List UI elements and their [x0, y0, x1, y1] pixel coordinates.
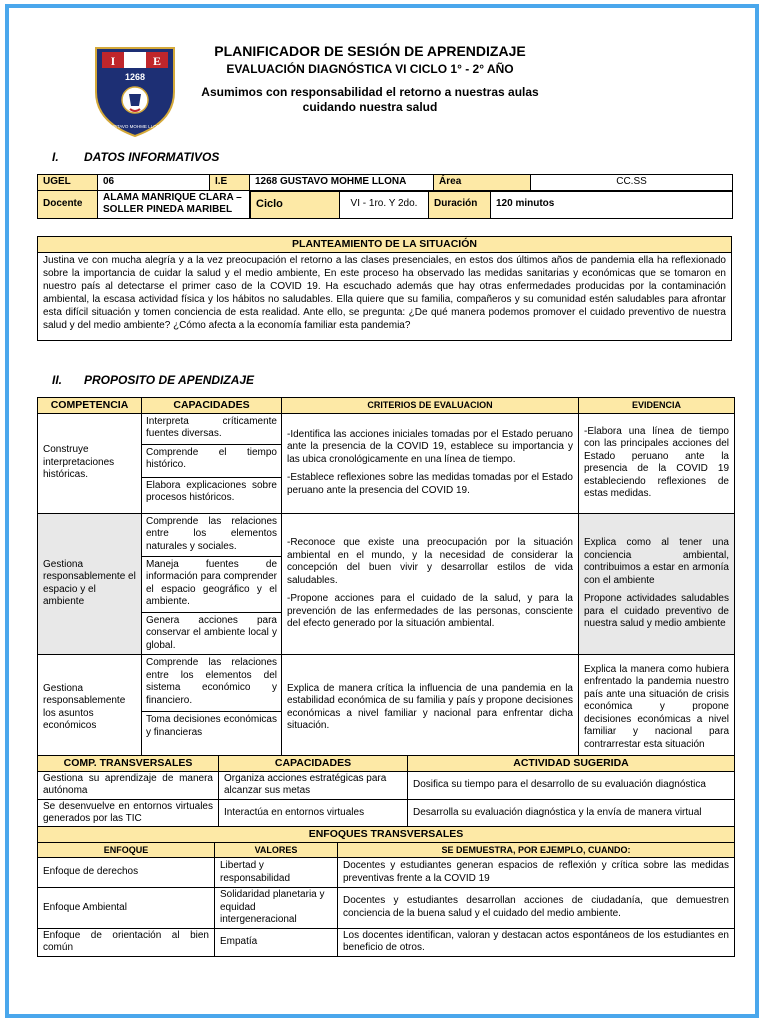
actividad-cell: Desarrolla su evaluación diagnóstica y la envía de manera virtual	[408, 799, 735, 827]
area-label: Área	[434, 175, 531, 191]
header-valores: VALORES	[215, 842, 338, 858]
header-demuestra: SE DEMUESTRA, POR EJEMPLO, CUANDO:	[338, 842, 735, 858]
evidencia-item: Explica la manera como hubiera enfrentado la pandemia nuestro país ante una situación de crisis económica y propone decisiones económicas a nivel familiar y nacional para contrarrestar esta situación	[584, 663, 729, 750]
enfoque-cell: Enfoque Ambiental	[38, 888, 215, 929]
header-capacidades: CAPACIDADES	[219, 756, 408, 772]
capacidad-item: Comprende las relaciones entre los elementos naturales y sociales.	[142, 514, 281, 557]
header-evidencia: EVIDENCIA	[579, 398, 735, 414]
capacidades-cell	[142, 655, 282, 761]
criterio-item: -Establece reflexiones sobre las medidas tomadas por el Estado peruano ante la presencia del COVID 19.	[287, 472, 573, 496]
section-number: II.	[52, 373, 63, 387]
enfoques-title: ENFOQUES TRANSVERSALES	[38, 827, 735, 843]
page-title: PLANIFICADOR DE SESIÓN DE APRENDIZAJE	[214, 43, 526, 59]
evidencia-item: Explica como al tener una conciencia ambiental, contribuimos a estar en armonía con el ambiente	[584, 537, 729, 586]
capacidad-item: Comprende las relaciones entre los elementos del sistema económico y financiero.	[142, 655, 281, 712]
evidencia-cell	[579, 513, 735, 655]
capacidad-item: Genera acciones para conservar el ambiente local y global.	[146, 614, 277, 651]
area-value: CC.SS	[531, 175, 733, 191]
evidencia-item: Propone actividades saludables para el cuidado preventivo de nuestra salud y medio ambiente	[584, 593, 729, 629]
evidencia-item: -Elabora una línea de tiempo con las principales acciones del Estado peruano ante la presencia de la COVID 19 estableciendo reflexiones de estas medidas.	[584, 425, 729, 499]
ugel-label: UGEL	[38, 175, 98, 191]
capacidad-item: Elabora explicaciones sobre procesos históricos.	[146, 479, 277, 503]
datos-table	[37, 174, 733, 219]
ciclo-label: Ciclo	[251, 191, 340, 218]
logo-motto: GUSTAVO MOHME LLONA	[107, 124, 163, 129]
school-crest-logo	[92, 42, 178, 138]
session-theme: Asumimos con responsabilidad el retorno a nuestras aulas cuidando nuestra salud	[201, 85, 539, 114]
capacidad-item: Comprende el tiempo histórico.	[142, 445, 281, 478]
logo-number: 1268	[124, 72, 146, 82]
section-datos-heading	[52, 150, 219, 164]
criterio-item: -Identifica las acciones iniciales tomadas por el Estado peruano ante la presencia de la COVID 19, establece su importancia y las ubica cronológicamente en una línea de tiempo.	[287, 428, 573, 465]
page-subtitle: EVALUACIÓN DIAGNÓSTICA VI CICLO 1° - 2° AÑO	[226, 62, 514, 76]
situacion-text: Justina ve con mucha alegría y a la vez preocupación el retorno a las clases presenciales, en estos dos últimos años de pandemia ella ha reflexionado sobre la importancia de cuidar la salud y el medio ambiente, En este proceso ha observado las medidas sanitarias y económicas que se tomaron en nuestro país al detectarse el primer caso de la COVID 19. Ha escuchado además que hay otras enfermedades producidas por la contaminación ambiental, la escasa actividad física y los hábitos no saludables. Ella quiere que su familia, compañeros y su comunidad estén saludables para afrontar esta difícil situación y tomen conciencia de esta realidad. Ante ello, se pregunta: ¿De qué manera podemos promover el cuidado preventivo de nuestra salud y del medio ambiente? ¿Cómo afecta a la economía familiar esta pandemia?	[38, 252, 732, 340]
enfoque-cell: Enfoque de derechos	[38, 858, 215, 888]
evidencia-cell	[579, 413, 735, 513]
actividad-cell: Dosifica su tiempo para el desarrollo de su evaluación diagnóstica	[408, 771, 735, 799]
section-title: PROPOSITO DE APENDIZAJE	[84, 373, 255, 387]
competencia-cell: Construye interpretaciones históricas.	[38, 413, 142, 513]
situacion-title: PLANTEAMIENTO DE LA SITUACIÓN	[38, 237, 732, 253]
header-actividad: ACTIVIDAD SUGERIDA	[408, 756, 735, 772]
comp-transversal-cell: Se desenvuelve en entornos virtuales generados por las TIC	[38, 799, 219, 827]
demuestra-cell: Los docentes identifican, valoran y destacan actos espontáneos de los estudiantes en beneficio de otros.	[338, 928, 735, 956]
section-title: DATOS INFORMATIVOS	[84, 150, 220, 164]
logo-letter-right: E	[152, 54, 162, 68]
docente-value: ALAMA MANRIQUE CLARA – SOLLER PINEDA MARIBEL	[98, 190, 250, 219]
ie-value: 1268 GUSTAVO MOHME LLONA	[250, 175, 434, 191]
logo-letter-left: I	[110, 54, 116, 68]
enfoques-table	[37, 826, 735, 957]
header-enfoque: ENFOQUE	[38, 842, 215, 858]
valores-cell: Libertad y responsabilidad	[215, 858, 338, 888]
ugel-value: 06	[98, 175, 210, 191]
criterios-cell	[282, 655, 579, 761]
capacidad-cell: Interactúa en entornos virtuales	[219, 799, 408, 827]
section-proposito-heading	[52, 373, 254, 387]
enfoque-cell: Enfoque de orientación al bien común	[38, 928, 215, 956]
duracion-label: Duración	[429, 191, 491, 218]
duracion-value: 120 minutos	[491, 191, 733, 218]
header-competencia: COMPETENCIA	[38, 398, 142, 414]
capacidad-item: Interpreta críticamente fuentes diversas.	[142, 414, 281, 445]
ciclo-value: VI - 1ro. Y 2do.	[340, 191, 429, 218]
header-comp-transversales: COMP. TRANSVERSALES	[38, 756, 219, 772]
competencia-cell: Gestiona responsablemente el espacio y el ambiente	[38, 513, 142, 655]
criterio-item: Explica de manera crítica la influencia de una pandemia en la estabilidad económica de su familia y país y propone decisiones económicas a nivel familiar y nacional para enfrentar dicha situación.	[287, 682, 573, 731]
comp-transversal-cell: Gestiona su aprendizaje de manera autónoma	[38, 771, 219, 799]
criterio-item: -Reconoce que existe una preocupación por la situación ambiental en el mundo, y la necesidad de considerar la concepción del buen vivir y desarrollar estilos de vida saludables.	[287, 537, 573, 586]
proposito-table	[37, 397, 735, 761]
capacidad-item: Maneja fuentes de información para comprender el espacio geográfico y el ambiente.	[142, 557, 281, 613]
capacidad-item: Toma decisiones económicas y financieras	[146, 714, 277, 738]
situacion-table	[37, 236, 732, 341]
docente-label: Docente	[38, 190, 98, 219]
section-number: I.	[52, 150, 59, 164]
capacidades-cell	[142, 413, 282, 513]
criterios-cell	[282, 413, 579, 513]
transversales-table	[37, 755, 735, 828]
header-capacidades: CAPACIDADES	[142, 398, 282, 414]
valores-cell: Empatía	[215, 928, 338, 956]
valores-cell: Solidaridad planetaria y equidad intergeneracional	[215, 888, 338, 929]
ie-label: I.E	[210, 175, 250, 191]
capacidad-cell: Organiza acciones estratégicas para alcanzar sus metas	[219, 771, 408, 799]
header-criterios: CRITERIOS DE EVALUACION	[282, 398, 579, 414]
demuestra-cell: Docentes y estudiantes generan espacios de reflexión y crítica sobre las medidas preventivas frente a la COVID 19	[338, 858, 735, 888]
capacidades-cell	[142, 513, 282, 655]
criterio-item: -Propone acciones para el cuidado de la salud, y para la prevención de las enfermedades de las personas, consciente del efecto generado por la situación ambiental.	[287, 593, 573, 629]
evidencia-cell	[579, 655, 735, 761]
criterios-cell	[282, 513, 579, 655]
competencia-cell: Gestiona responsablemente los asuntos económicos	[38, 655, 142, 761]
demuestra-cell: Docentes y estudiantes desarrollan acciones de ciudadanía, que demuestren conciencia de la buena salud y el cuidado del medio ambiente.	[338, 888, 735, 929]
